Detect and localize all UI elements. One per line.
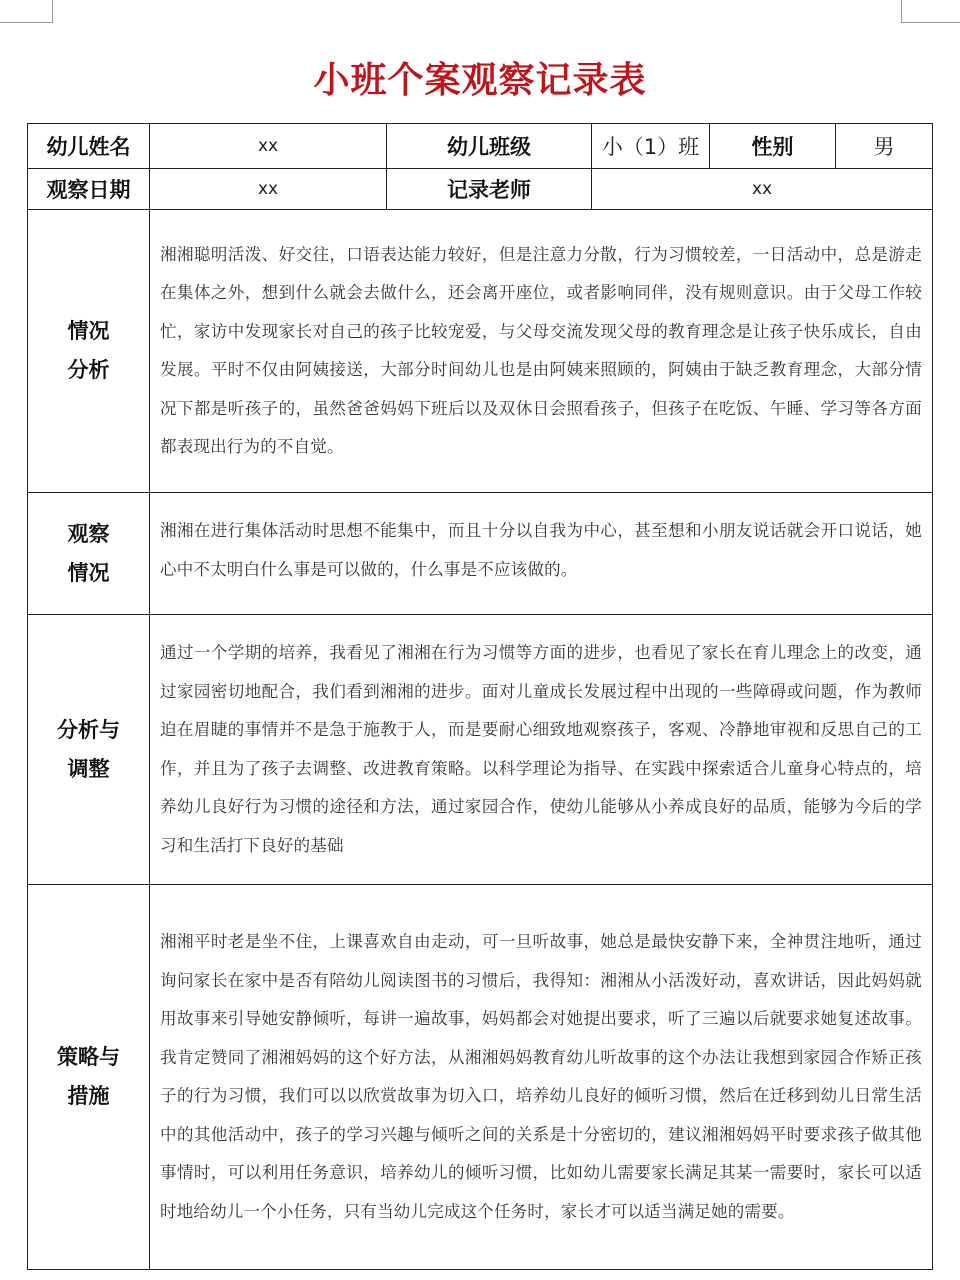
crop-mark-top-left: [0, 0, 53, 23]
adjustment-label: [28, 615, 150, 885]
situation-text: 湘湘聪明活泼、好交往，口语表达能力较好，但是注意力分散，行为习惯较差，一日活动中，总是游走在集体之外，想到什么就会去做什么，还会离开座位，或者影响同伴，没有规则意识。由于父母工作较忙，家访中发现家长对自己的孩子比较宠爱，与父母交流发现父母的教育理念是让孩子快乐成长，自由发展。平时不仅由阿姨接送，大部分时间幼儿也是由阿姨来照顾的，阿姨由于缺乏教育理念，大部分情况下都是听孩子的，虽然爸爸妈妈下班后以及双休日会照看孩子，但孩子在吃饭、午睡、学习等各方面都表现出行为的不自觉。: [160, 244, 922, 456]
teacher-label: 记录老师: [387, 169, 592, 210]
observation-row: [28, 493, 933, 615]
gender-value: 男: [836, 124, 933, 169]
date-label: 观察日期: [28, 169, 150, 210]
document-title: 小班个案观察记录表: [313, 59, 647, 101]
strategy-row: [28, 885, 933, 1270]
situation-cell: [150, 210, 933, 493]
observation-text: 湘湘在进行集体活动时思想不能集中，而且十分以自我为中心，甚至想和小朋友说话就会开口说话，她心中不太明白什么事是可以做的，什么事是不应该做的。: [160, 521, 922, 579]
adjustment-text: 通过一个学期的培养，我看见了湘湘在行为习惯等方面的进步，也看见了家长在育儿理念上的改变，通过家园密切地配合，我们看到湘湘的进步。面对儿童成长发展过程中出现的一些障碍或问题，作为教师迫在眉睫的事情并不是急于施教于人，而是要耐心细致地观察孩子，客观、冷静地审视和反思自己的工作，并且为了孩子去调整、改进教育策略。以科学理论为指导、在实践中探索适合儿童身心特点的，培养幼儿良好行为习惯的途径和方法，通过家园合作，使幼儿能够从小养成良好的品质，能够为今后的学习和生活打下良好的基础: [160, 643, 922, 855]
header-row-2: [28, 169, 933, 210]
strategy-label: [28, 885, 150, 1270]
observation-label-line2: 情况: [67, 560, 110, 585]
observation-label-line1: 观察: [67, 521, 110, 546]
observation-cell: [150, 493, 933, 615]
name-value: xx: [150, 124, 387, 169]
adjustment-cell: [150, 615, 933, 885]
situation-label-line2: 分析: [67, 358, 110, 382]
adjustment-label-line2: 调整: [67, 756, 110, 781]
observation-record-table: [27, 123, 933, 1270]
situation-row: [28, 210, 933, 493]
situation-label: [28, 210, 150, 493]
crop-mark-top-right: [901, 0, 960, 23]
name-label: 幼儿姓名: [28, 124, 150, 169]
date-value: xx: [150, 169, 387, 210]
strategy-text: 湘湘平时老是坐不住，上课喜欢自由走动，可一旦听故事，她总是最快安静下来，全神贯注地听，通过询问家长在家中是否有陪幼儿阅读图书的习惯后，我得知：湘湘从小活泼好动，喜欢讲话，因此妈妈就用故事来引导她安静倾听，每讲一遍故事，妈妈都会对她提出要求，听了三遍以后就要求她复述故事。我肯定赞同了湘湘妈妈的这个好方法，从湘湘妈妈教育幼儿听故事的这个办法让我想到家园合作矫正孩子的行为习惯，我们可以以欣赏故事为切入口，培养幼儿良好的倾听习惯，然后在迁移到幼儿日常生活中的其他活动中，孩子的学习兴趣与倾听之间的关系是十分密切的，建议湘湘妈妈平时要求孩子做其他事情时，可以利用任务意识，培养幼儿的倾听习惯，比如幼儿需要家长满足其某一需要时，家长可以适时地给幼儿一个小任务，只有当幼儿完成这个任务时，家长才可以适当满足她的需要。: [160, 932, 922, 1221]
teacher-value: xx: [592, 169, 933, 210]
class-label: 幼儿班级: [387, 124, 592, 169]
class-value: 小（1）班: [592, 124, 710, 169]
strategy-cell: [150, 885, 933, 1270]
observation-label: [28, 493, 150, 615]
gender-label: 性别: [710, 124, 836, 169]
adjustment-label-line1: 分析与: [57, 717, 120, 742]
strategy-label-line2: 措施: [67, 1084, 110, 1108]
header-row-1: [28, 124, 933, 169]
adjustment-row: [28, 615, 933, 885]
strategy-label-line1: 策略与: [57, 1045, 120, 1069]
situation-label-line1: 情况: [67, 319, 110, 343]
